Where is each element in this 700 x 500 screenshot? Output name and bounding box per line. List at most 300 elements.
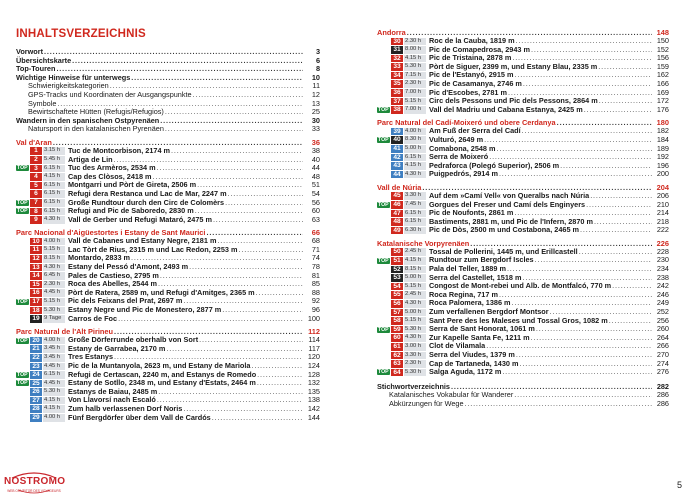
tour-title: Montardo, 2833 m [68, 253, 131, 263]
dot-leader [257, 379, 303, 388]
tour-duration: 6.15 h [43, 182, 65, 190]
tour-page: 228 [656, 246, 669, 256]
top-tour-badge: TOP [17, 337, 28, 344]
tour-duration: 6.15 h [43, 199, 65, 207]
tour-number: 28 [30, 405, 42, 413]
tour-page: 117 [308, 343, 320, 353]
toc-entry-text: Schwierigkeitskategorien [28, 81, 109, 91]
tour-number: 35 [391, 80, 403, 88]
tour-title: Comabona, 2548 m [429, 143, 496, 153]
top-tour-badge: TOP [378, 107, 389, 114]
toc-entry-page: 286 [656, 390, 669, 400]
tour-duration: 2.45 h [404, 248, 426, 256]
tour-page: 196 [656, 160, 669, 170]
tour-duration: 3.45 h [43, 354, 65, 362]
tour-number: 31 [391, 46, 403, 54]
tour-number: 10 [30, 238, 42, 246]
page-title: INHALTSVERZEICHNIS [16, 28, 146, 40]
tour-title: Zum halb verlassenen Dorf Noris [68, 403, 183, 413]
tour-row [377, 265, 669, 274]
section-heading-page: 204 [656, 182, 669, 192]
dot-leader [523, 80, 652, 89]
top-badge-slot [16, 372, 30, 378]
tour-number: 55 [391, 291, 403, 299]
tour-title: Gorgues del Freser und Camí dels Enginyers [429, 199, 586, 209]
tour-duration: 6.15 h [43, 371, 65, 379]
tour-number: 14 [30, 272, 42, 280]
tour-title: Pic de Casamanya, 2746 m [429, 78, 522, 88]
tour-number: 33 [391, 63, 403, 71]
section-heading-text: Parc Natural de l'Alt Pirineu [16, 327, 114, 337]
tour-page: 132 [307, 378, 320, 388]
tour-title: Pic de Tristaina, 2878 m [429, 53, 512, 63]
dot-leader [222, 306, 303, 315]
tour-title: Sant Pere des les Maleses und Tossal Gros, 1082 m [429, 315, 608, 325]
tour-number: 37 [391, 98, 403, 106]
tour-duration: 6.15 h [43, 208, 65, 216]
tour-page: 44 [311, 163, 320, 173]
tour-number: 25 [30, 380, 42, 388]
dot-leader [257, 371, 303, 380]
dot-leader [157, 164, 303, 173]
tour-title: Pedraforca (Polegó Superior), 2506 m [429, 160, 560, 170]
tour-number: 63 [391, 360, 403, 368]
tour-duration: 4.00 h [43, 337, 65, 345]
dot-leader [560, 162, 652, 171]
tour-duration: 4.45 h [43, 363, 65, 371]
dot-leader [516, 37, 652, 46]
dot-leader [507, 265, 652, 274]
dot-leader [598, 63, 652, 72]
tour-row [16, 379, 320, 388]
tour-row [377, 106, 669, 115]
dot-leader [239, 246, 304, 255]
dot-leader [228, 190, 303, 199]
top-badge-slot [377, 369, 391, 375]
tour-title: Tossal de Pollerini, 1445 m, und Erillcastell [429, 246, 578, 256]
tour-title: Estany del Pessó d'Amont, 2493 m [68, 262, 189, 272]
tour-number: 20 [30, 337, 42, 345]
tour-row [16, 246, 320, 255]
tour-page: 85 [311, 279, 320, 289]
tour-page: 210 [656, 199, 669, 209]
tour-row [16, 216, 320, 225]
top-tour-badge: TOP [17, 380, 28, 387]
dot-leader [579, 248, 652, 257]
tour-duration: 5.30 h [404, 326, 426, 334]
tour-title: Roc de la Cauba, 1819 m [429, 36, 515, 45]
tour-row [377, 282, 669, 291]
tour-title: Cap de Tartaneda, 1430 m [429, 358, 519, 368]
tour-page: 184 [656, 134, 669, 144]
tour-duration: 8.00 h [404, 46, 426, 54]
tour-number: 17 [30, 298, 42, 306]
tour-duration: 8.15 h [43, 255, 65, 263]
tour-number: 53 [391, 274, 403, 282]
tour-page: 60 [311, 206, 320, 216]
tour-page: 176 [656, 104, 669, 114]
tour-row [377, 145, 669, 154]
top-badge-slot [377, 327, 391, 333]
tour-number: 3 [30, 165, 42, 173]
tour-page: 135 [307, 386, 320, 396]
tour-row [377, 351, 669, 360]
tour-number: 50 [391, 248, 403, 256]
tour-number: 61 [391, 343, 403, 351]
tour-number: 45 [391, 192, 403, 200]
toc-entry [16, 57, 320, 66]
tour-row [16, 272, 320, 281]
tour-duration: 6.15 h [404, 210, 426, 218]
toc-entry-text: Bewirtschaftete Hütten (Refugis/Refugios) [28, 107, 164, 117]
tour-title: Am Fuß der Serra del Cadí [429, 126, 521, 136]
top-tour-badge: TOP [378, 137, 389, 144]
tour-row [16, 315, 320, 324]
tour-number: 54 [391, 283, 403, 291]
toc-right-sections [377, 28, 669, 377]
dot-leader [72, 57, 303, 66]
tour-row [16, 336, 320, 345]
tour-number: 13 [30, 264, 42, 272]
tour-title: Vall de Gerber und Refugi Mataró, 2475 m [68, 214, 212, 224]
tour-page: 81 [311, 270, 320, 280]
tour-duration: 3.30 h [404, 352, 426, 360]
tour-number: 38 [391, 106, 403, 114]
section-heading-text: Katalanische Vorpyrenäen [377, 238, 470, 248]
dot-leader [44, 48, 303, 57]
tour-page: 276 [656, 367, 669, 377]
dot-leader [213, 216, 303, 225]
tour-duration: 5.15 h [43, 246, 65, 254]
tour-page: 200 [656, 169, 669, 179]
section-heading-text: Andorra [377, 28, 406, 37]
tour-title: Pòrt de Ratera, 2589 m, und Refugi d'Amitges, 2365 m [68, 287, 255, 297]
tour-page: 63 [311, 214, 320, 224]
dot-leader [166, 345, 303, 354]
dot-leader [586, 201, 652, 210]
top-tour-badge: TOP [17, 371, 28, 378]
tour-page: 38 [311, 145, 320, 155]
tour-duration: 4.15 h [43, 173, 65, 181]
tour-number: 49 [391, 227, 403, 235]
tour-duration: 4.00 h [43, 238, 65, 246]
dot-leader [118, 315, 303, 324]
tour-duration: 6.30 h [404, 227, 426, 235]
tour-duration: 8.15 h [404, 266, 426, 274]
tour-row [377, 170, 669, 179]
tour-row [377, 226, 669, 235]
tour-number: 32 [391, 55, 403, 63]
tour-number: 7 [30, 199, 42, 207]
tour-title: Vulturó, 2649 m [429, 134, 484, 144]
dot-leader [522, 127, 652, 136]
tour-row [16, 156, 320, 165]
tour-title: Tuc de Montcorbison, 2174 m [68, 145, 171, 155]
tour-page: 169 [656, 87, 669, 97]
tour-number: 9 [30, 216, 42, 224]
tour-duration: 4.30 h [404, 171, 426, 179]
tour-duration: 4.15 h [404, 55, 426, 63]
tour-duration: 5.15 h [404, 283, 426, 291]
section-heading-text: Val d'Aran [16, 137, 52, 147]
tour-page: 172 [656, 96, 669, 106]
page-number: 5 [677, 480, 683, 490]
tour-title: Pales de Castieso, 2795 m [68, 270, 159, 280]
tour-title: Roca Palomera, 1386 m [429, 298, 511, 308]
tour-number: 1 [30, 147, 42, 155]
tour-number: 29 [30, 414, 42, 422]
tour-duration: 4.30 h [43, 264, 65, 272]
top-badge-slot [16, 338, 30, 344]
tour-row [377, 368, 669, 377]
tour-number: 21 [30, 345, 42, 353]
dot-leader [514, 71, 652, 80]
top-badge-slot [377, 137, 391, 143]
tour-number: 2 [30, 156, 42, 164]
tour-duration: 5.30 h [43, 307, 65, 315]
top-badge-slot [377, 202, 391, 208]
tour-number: 27 [30, 397, 42, 405]
tour-title: Roca Regina, 717 m [429, 289, 498, 299]
tour-title: Pic de Noufonts, 2861 m [429, 208, 514, 218]
tour-page: 252 [656, 307, 669, 317]
section-heading-text: Vall de Núria [377, 182, 422, 192]
tour-page: 206 [656, 190, 669, 200]
toc-entry-text: GPS-Tracks und Koordinaten der Ausgangspunkte [28, 89, 192, 99]
tour-number: 5 [30, 182, 42, 190]
dot-leader [165, 125, 303, 134]
dot-leader [497, 145, 652, 154]
tour-title: Lac Tòrt de Rius, 2315 m und Lac Redon, 2253 m [68, 244, 238, 254]
tour-page: 92 [311, 296, 320, 306]
tour-number: 58 [391, 317, 403, 325]
top-badge-slot [16, 208, 30, 214]
tour-title: Serra del Viudes, 1379 m [429, 350, 515, 359]
tour-title: Vall del Madriu und Cabana Estanya, 2425 m [429, 104, 583, 114]
tour-title: Bastiments, 2881 m, und Pic de l'Infern, 2870 m [429, 216, 593, 226]
tour-row [377, 291, 669, 300]
tour-row [16, 306, 320, 315]
tour-page: 162 [656, 70, 669, 80]
tour-title: Große Dörferrunde oberhalb von Sort [68, 335, 199, 345]
tour-title: Fünf Bergdörfer über dem Vall de Cardós [68, 412, 211, 422]
dot-leader [171, 147, 303, 156]
tour-title: Estany Negre und Pic de Monestero, 2877 m [68, 305, 222, 315]
dot-leader [256, 289, 303, 298]
tour-page: 270 [656, 350, 669, 359]
dot-leader [609, 317, 652, 326]
tour-page: 246 [656, 289, 669, 299]
tour-page: 128 [307, 369, 320, 379]
tour-page: 182 [656, 126, 669, 136]
tour-title: Montgarri und Pòrt de Gireta, 2506 m [68, 180, 197, 190]
tour-number: 44 [391, 171, 403, 179]
tour-duration: 7.00 h [404, 89, 426, 97]
tour-title: Circ dels Pessons und Pic dels Pessons, 2864 m [429, 96, 598, 106]
dot-leader [531, 46, 652, 55]
dot-leader [484, 136, 652, 145]
tour-number: 18 [30, 307, 42, 315]
top-badge-slot [16, 200, 30, 206]
tour-number: 52 [391, 266, 403, 274]
tour-duration: 7.45 h [404, 201, 426, 209]
tour-title: Tuc des Armèros, 2534 m [68, 163, 156, 173]
tour-title: Zur Kapelle Santa Fe, 1211 m [429, 332, 530, 342]
tour-title: Pic de Comapedrosa, 2943 m [429, 44, 530, 54]
tour-title: Refugi de Certascan, 2240 m, and Estanys de Romedo [68, 369, 257, 379]
tour-number: 56 [391, 300, 403, 308]
tour-page: 48 [311, 171, 320, 181]
tour-title: Pic dels Feixans del Prat, 2697 m [68, 296, 183, 306]
tour-row [377, 334, 669, 343]
tour-number: 62 [391, 352, 403, 360]
tour-number: 6 [30, 190, 42, 198]
tour-page: 218 [656, 216, 669, 226]
dot-leader [535, 256, 652, 265]
tour-page: 192 [656, 152, 669, 162]
tour-title: Pala del Teller, 1889 m [429, 264, 506, 274]
tour-duration: 6.15 h [43, 190, 65, 198]
dot-leader [520, 360, 653, 369]
tour-page: 189 [656, 143, 669, 153]
toc-entry-text: Symbole [28, 98, 57, 108]
tour-number: 36 [391, 89, 403, 97]
tour-duration: 6.15 h [404, 218, 426, 226]
tour-duration: 5.00 h [404, 274, 426, 282]
section-heading-page: 148 [656, 28, 669, 37]
toc-entry-text: Übersichtskarte [16, 55, 72, 65]
dot-leader [612, 282, 652, 291]
tour-page: 96 [311, 305, 320, 315]
tour-duration: 3.30 h [404, 192, 426, 200]
dot-leader [131, 74, 303, 83]
top-badge-slot [16, 380, 30, 386]
tour-title: Pic de la Muntanyola, 2623 m, und Estany de Mariola [68, 361, 251, 370]
tour-duration: 5.15 h [404, 317, 426, 325]
tour-number: 59 [391, 326, 403, 334]
tour-title: Pic d'Escobes, 2781 m [429, 87, 507, 97]
tour-row [377, 127, 669, 136]
tour-duration: 5.15 h [404, 98, 426, 106]
tour-row [16, 164, 320, 173]
tour-duration: 6.45 h [43, 272, 65, 280]
tour-title: Große Rundtour durch den Circ de Colomèrs [68, 197, 225, 207]
dot-leader [557, 118, 652, 127]
dot-leader [193, 91, 303, 100]
dot-leader [502, 368, 652, 377]
tour-row [377, 201, 669, 210]
tour-title: Refugi and Pic de Saboredo, 2830 m [68, 206, 194, 216]
top-tour-badge: TOP [378, 257, 389, 264]
tour-page: 264 [656, 332, 669, 342]
dot-leader [580, 226, 652, 235]
section-heading-page: 180 [656, 118, 669, 128]
tour-number: 57 [391, 309, 403, 317]
tour-title: Serra de Moixeró [429, 152, 489, 162]
dot-leader [516, 351, 652, 360]
tour-page: 266 [656, 341, 669, 351]
top-tour-badge: TOP [17, 298, 28, 305]
top-tour-badge: TOP [17, 165, 28, 172]
top-tour-badge: TOP [17, 208, 28, 215]
tour-duration: 4.30 h [43, 216, 65, 224]
tour-duration: 4.00 h [43, 414, 65, 422]
tour-duration: 4.15 h [43, 405, 65, 413]
dot-leader [499, 170, 652, 179]
tour-page: 100 [307, 313, 320, 323]
tour-row [16, 388, 320, 397]
tour-page: 256 [656, 315, 669, 325]
tour-row [377, 162, 669, 171]
tour-number: 23 [30, 363, 42, 371]
tour-title: Roca des Abelles, 2544 m [68, 279, 157, 289]
toc-entry-page: 6 [315, 55, 320, 65]
dot-leader [160, 117, 303, 126]
tour-duration: 4.45 h [43, 380, 65, 388]
section-heading [377, 118, 669, 127]
tour-row [377, 342, 669, 351]
tour-page: 120 [307, 352, 320, 362]
tour-page: 150 [656, 36, 669, 45]
tour-number: 22 [30, 354, 42, 362]
section-heading-page: 66 [311, 228, 320, 238]
section-heading [377, 28, 669, 37]
tour-title: Congost de Mont-rebei und Alb. de Montfalcó, 770 m [429, 281, 612, 291]
tour-number: 48 [391, 218, 403, 226]
toc-entry-page: 30 [311, 115, 320, 125]
dot-leader [199, 336, 303, 345]
toc-entry-page: 13 [311, 98, 320, 108]
tour-page: 144 [307, 412, 320, 422]
tour-page: 249 [656, 298, 669, 308]
top-badge-slot [377, 107, 391, 113]
top-badge-slot [16, 299, 30, 305]
tour-title: Vall de Cabanes und Estany Negre, 2181 m [68, 236, 217, 246]
tour-title: Tres Estanys [68, 352, 114, 362]
tour-page: 56 [311, 197, 320, 207]
tour-row [377, 136, 669, 145]
toc-entry-page: 25 [311, 107, 320, 117]
toc-entry-page: 3 [315, 47, 320, 56]
tour-row [377, 46, 669, 55]
logo-subtitle: WEB COMPITOR DES VOYAGEURS [7, 489, 61, 493]
toc-entry-text: Top-Touren [16, 64, 56, 74]
tour-title: Salga Aguda, 1172 m [429, 367, 502, 377]
dot-leader [531, 334, 652, 343]
toc-appendix-list [377, 383, 669, 409]
tour-number: 51 [391, 257, 403, 265]
tour-duration: 2.30 h [43, 281, 65, 289]
tour-title: Estany de Garrabea, 2170 m [68, 343, 166, 353]
tour-title: Artiga de Lin [68, 154, 113, 164]
tour-title: Serra de Sant Honorat, 1061 m [429, 324, 535, 334]
tour-duration: 4.15 h [404, 257, 426, 265]
tour-row [16, 414, 320, 423]
toc-entry-page: 8 [315, 64, 320, 74]
toc-entry [16, 91, 320, 100]
tour-page: 214 [656, 208, 669, 218]
tour-number: 46 [391, 201, 403, 209]
tour-duration: 4.00 h [404, 128, 426, 136]
tour-duration: 5.30 h [43, 388, 65, 396]
tour-title: Clot de Vilamala [429, 341, 486, 351]
tour-number: 16 [30, 289, 42, 297]
tour-number: 30 [391, 38, 403, 46]
toc-entry [377, 400, 669, 409]
dot-leader [225, 199, 303, 208]
dot-leader [189, 263, 303, 272]
toc-entry-page: 10 [311, 72, 320, 82]
